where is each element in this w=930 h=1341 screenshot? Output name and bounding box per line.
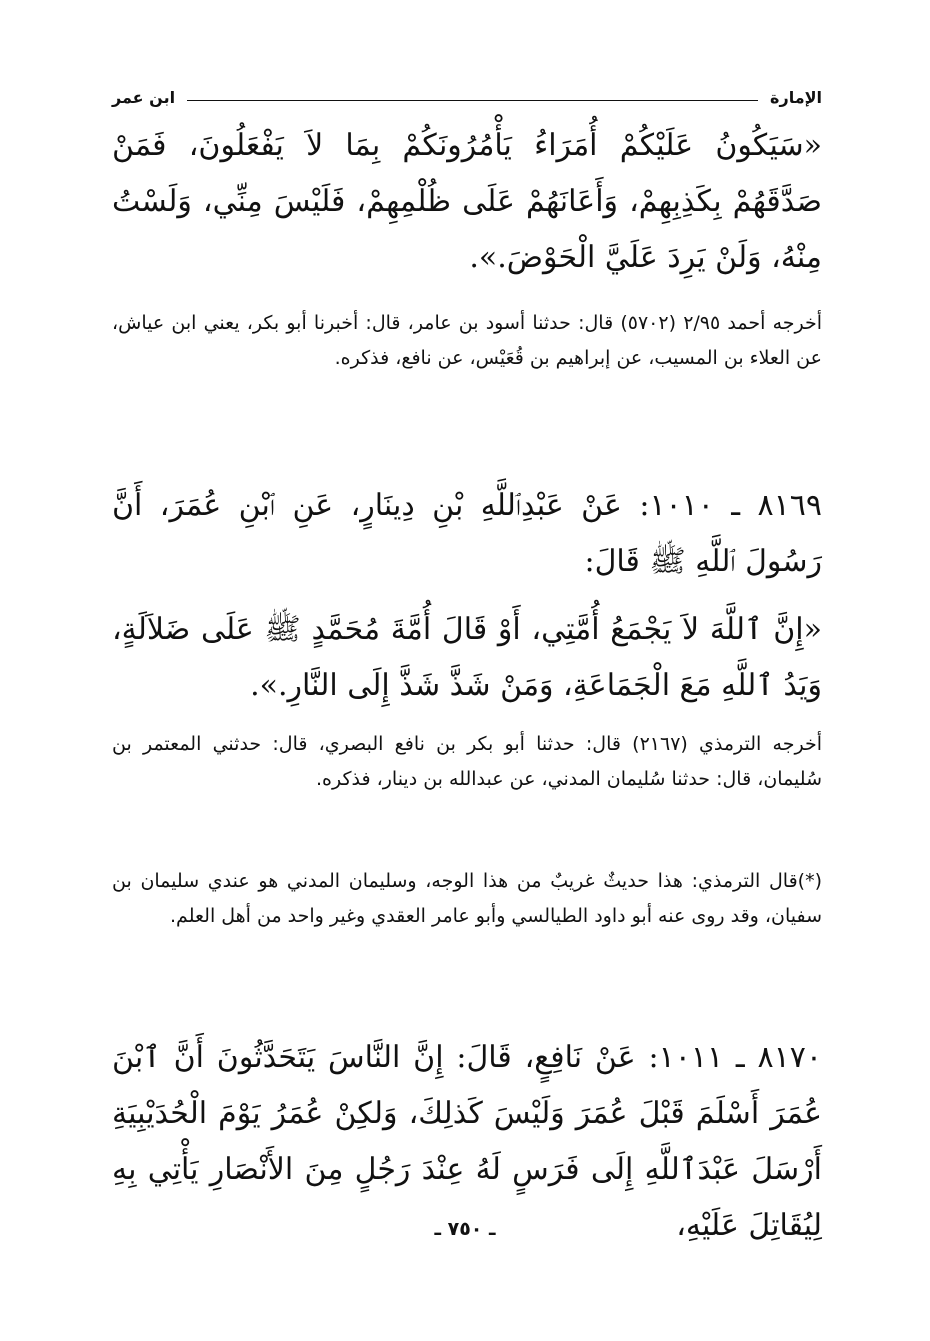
page-number: ـ ٧٥٠ ـ bbox=[434, 1218, 496, 1240]
narrator-name: ابن عمر bbox=[112, 87, 176, 107]
header-rule bbox=[187, 100, 758, 101]
hadith-heading: ٨١٧٠ ـ ١٠١١: عَنْ نَافِعٍ، قَالَ: إِنَّ النَّاسَ يَتَحَدَّثُونَ أَنَّ ٱبْنَ عُمَرَ أَسْلَمَ قَبْلَ عُمَرَ وَلَيْسَ كَذلِكَ، وَلكِنْ عُمَرُ يَوْمَ الْحُدَيْبِيَةِ أَرْسَلَ عَبْدَٱللَّهِ إِلَى فَرَسٍ لَهُ عِنْدَ رَجُلٍ مِنَ الأَنْصَارِ يَأْتِي بِهِ لِيُقَاتِلَ عَلَيْهِ، bbox=[112, 1040, 822, 1243]
takhrij-note: أخرجه أحمد ٢/٩٥ (٥٧٠٢) قال: حدثنا أسود بن عامر، قال: أخبرنا أبو بكر، يعني ابن عياش، عن العلاء بن المسيب، عن إبراهيم بن قُعَيْس، عن نافع، فذكره. bbox=[112, 312, 823, 369]
chapter-title: الإمارة bbox=[770, 87, 822, 107]
commentary-note: (*)قال الترمذي: هذا حديثٌ غريبٌ من هذا الوجه، وسليمان المدني هو عندي سليمان بن سفيان، وقد روى عنه أبو داود الطيالسي وأبو عامر العقدي وغير واحد من أهل العلم. bbox=[112, 870, 822, 927]
running-header bbox=[112, 84, 822, 110]
hadith-text: «إِنَّ ٱللَّهَ لاَ يَجْمَعُ أُمَّتِي، أَوْ قَالَ أُمَّةَ مُحَمَّدٍ ﷺ عَلَى ضَلاَلَةٍ، وَيَدُ ٱللَّهِ مَعَ الْجَمَاعَةِ، وَمَنْ شَذَّ شَذَّ إِلَى النَّارِ.». bbox=[112, 612, 822, 703]
takhrij-note: أخرجه الترمذي (٢١٦٧) قال: حدثنا أبو بكر بن نافع البصري، قال: حدثني المعتمر بن سُليمان، قال: حدثنا سُليمان المدني، عن عبدالله بن دينار، فذكره. bbox=[112, 733, 822, 790]
hadith-text: «سَيَكُونُ عَلَيْكُمْ أُمَرَاءُ يَأْمُرُونَكُمْ بِمَا لاَ يَفْعَلُونَ، فَمَنْ صَدَّقَهُمْ بِكَذِبِهِمْ، وَأَعَانَهُمْ عَلَى ظُلْمِهِمْ، فَلَيْسَ مِنِّي، وَلَسْتُ مِنْهُ، وَلَنْ يَرِدَ عَلَيَّ الْحَوْضَ.». bbox=[112, 128, 822, 275]
hadith-heading: ٨١٦٩ ـ ١٠١٠: عَنْ عَبْدِٱللَّهِ بْنِ دِينَارٍ، عَنِ ٱبْنِ عُمَرَ، أَنَّ رَسُولَ ٱللَّهِ ﷺ قَالَ: bbox=[112, 488, 822, 579]
